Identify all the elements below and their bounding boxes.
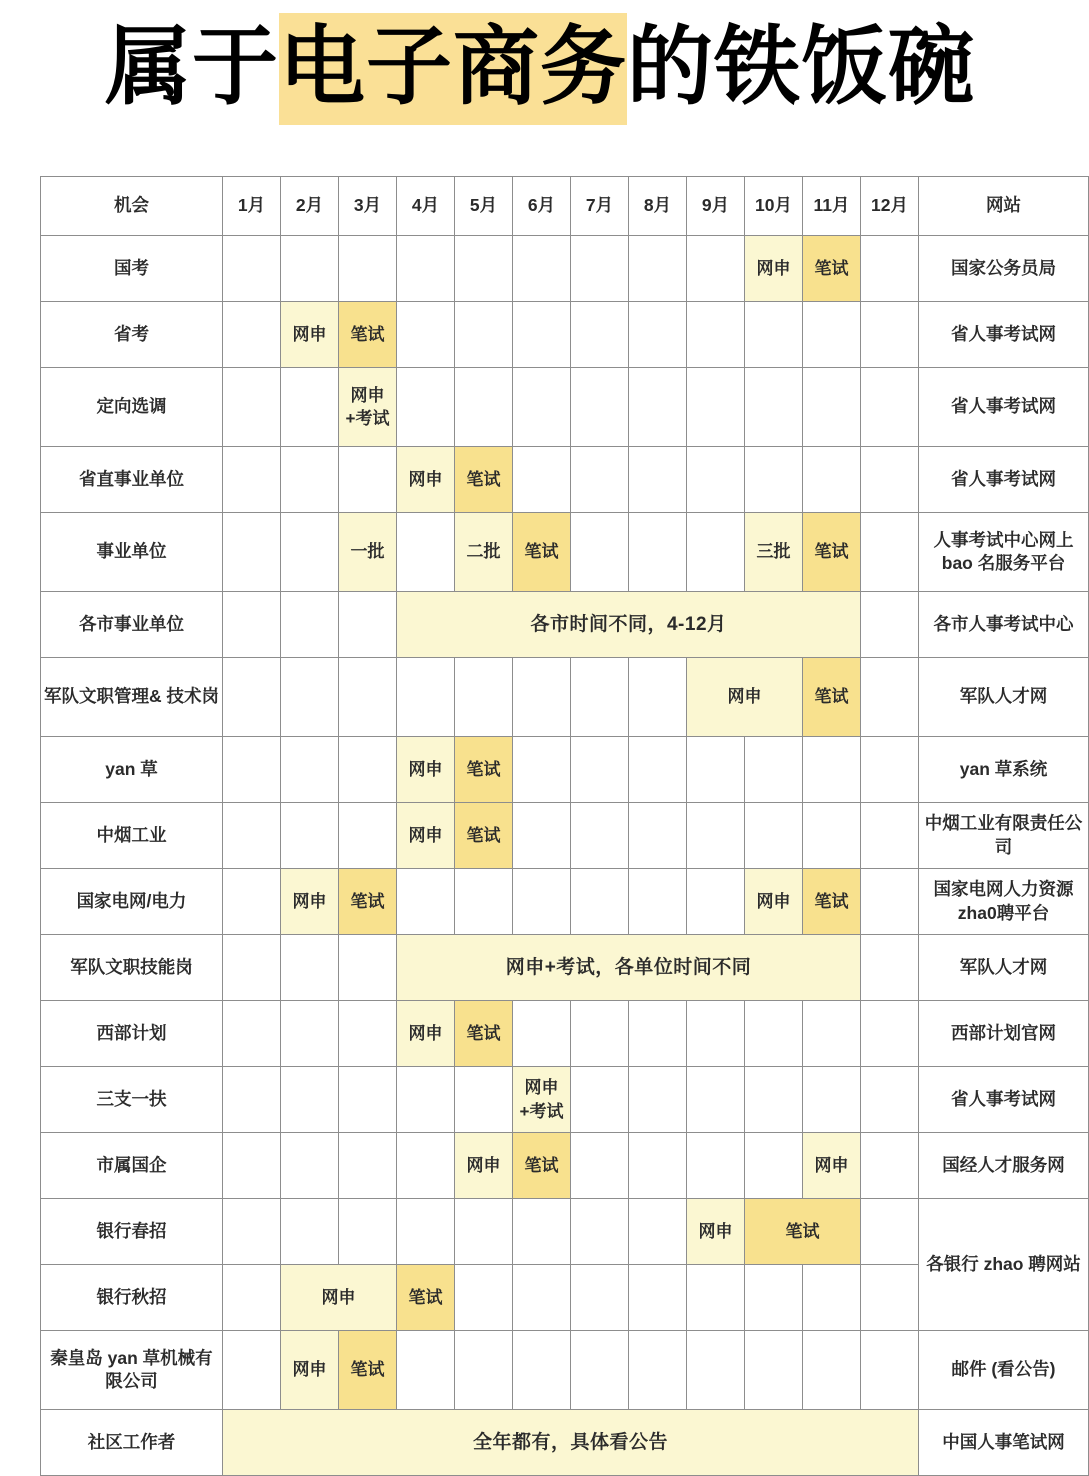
schedule-cell-empty xyxy=(223,513,281,592)
schedule-cell-empty xyxy=(339,658,397,737)
schedule-cell-label: 网申 xyxy=(292,1360,327,1380)
schedule-cell-label: 笔试 xyxy=(814,542,849,562)
row-label: 事业单位 xyxy=(41,513,223,592)
schedule-cell-empty xyxy=(803,447,861,513)
row-website: 人事考试中心网上 bao 名服务平台 xyxy=(919,513,1089,592)
schedule-cell xyxy=(455,513,513,592)
row-label: yan 草 xyxy=(41,737,223,803)
schedule-cell-empty xyxy=(629,869,687,935)
header-month-1: 1月 xyxy=(223,177,281,236)
schedule-cell-label: 三批 xyxy=(756,542,791,562)
schedule-cell-empty xyxy=(455,1265,513,1331)
schedule-cell xyxy=(339,513,397,592)
schedule-cell-empty xyxy=(513,368,571,447)
schedule-cell-empty xyxy=(861,1265,919,1331)
schedule-cell xyxy=(745,236,803,302)
schedule-cell-empty xyxy=(629,236,687,302)
schedule-cell-empty xyxy=(629,803,687,869)
schedule-cell xyxy=(397,1001,455,1067)
schedule-cell-empty xyxy=(571,1133,629,1199)
schedule-cell-empty xyxy=(861,513,919,592)
schedule-cell-label: 网申 +考试 xyxy=(345,385,390,428)
schedule-cell-empty xyxy=(803,1001,861,1067)
row-website: 省人事考试网 xyxy=(919,368,1089,447)
schedule-cell-empty xyxy=(281,236,339,302)
schedule-cell-empty xyxy=(281,935,339,1001)
schedule-cell-label: 笔试 xyxy=(466,759,501,779)
schedule-cell-empty xyxy=(223,447,281,513)
schedule-cell-empty xyxy=(513,1001,571,1067)
schedule-cell-empty xyxy=(223,368,281,447)
schedule-cell-empty xyxy=(745,1331,803,1410)
schedule-cell-empty xyxy=(861,1331,919,1410)
title-highlight: 电子商务 xyxy=(279,13,627,125)
row-website: 各市人事考试中心 xyxy=(919,592,1089,658)
schedule-cell-empty xyxy=(687,447,745,513)
row-website: 中烟工业有限责任公司 xyxy=(919,803,1089,869)
schedule-cell-label: 一批 xyxy=(350,542,385,562)
schedule-cell-label: 二批 xyxy=(466,542,501,562)
schedule-cell xyxy=(339,869,397,935)
schedule-cell-empty xyxy=(455,869,513,935)
row-website: 西部计划官网 xyxy=(919,1001,1089,1067)
header-month-5: 5月 xyxy=(455,177,513,236)
row-label: 军队文职技能岗 xyxy=(41,935,223,1001)
schedule-cell-empty xyxy=(571,513,629,592)
schedule-cell-label: 各市时间不同，4-12月 xyxy=(530,613,727,635)
schedule-cell-label: 网申 xyxy=(408,759,443,779)
schedule-cell xyxy=(455,1133,513,1199)
schedule-cell-empty xyxy=(513,1331,571,1410)
schedule-cell-empty xyxy=(339,1067,397,1133)
schedule-cell-empty xyxy=(281,368,339,447)
schedule-cell-empty xyxy=(223,1265,281,1331)
schedule-cell-label: 笔试 xyxy=(785,1221,820,1241)
row-website: 军队人才网 xyxy=(919,935,1089,1001)
schedule-cell xyxy=(803,869,861,935)
schedule-cell-empty xyxy=(223,302,281,368)
table-row xyxy=(41,658,1089,737)
schedule-cell-empty xyxy=(571,869,629,935)
row-label: 定向选调 xyxy=(41,368,223,447)
schedule-cell-empty xyxy=(861,869,919,935)
schedule-cell xyxy=(803,513,861,592)
schedule-cell-empty xyxy=(629,658,687,737)
schedule-cell-label: 网申 xyxy=(292,324,327,344)
schedule-cell-empty xyxy=(687,1331,745,1410)
table-row xyxy=(41,447,1089,513)
schedule-cell-empty xyxy=(629,1133,687,1199)
row-label: 银行秋招 xyxy=(41,1265,223,1331)
schedule-cell-empty xyxy=(223,1067,281,1133)
schedule-cell-empty xyxy=(223,737,281,803)
schedule-cell-empty xyxy=(281,513,339,592)
schedule-cell-empty xyxy=(281,737,339,803)
schedule-cell-label: 网申 xyxy=(727,687,762,707)
schedule-cell-empty xyxy=(223,1133,281,1199)
schedule-cell-empty xyxy=(687,1133,745,1199)
row-label: 国考 xyxy=(41,236,223,302)
schedule-cell-empty xyxy=(571,658,629,737)
schedule-cell xyxy=(281,1331,339,1410)
header-month-9: 9月 xyxy=(687,177,745,236)
header-row xyxy=(41,177,1089,236)
schedule-cell xyxy=(803,1133,861,1199)
row-website: 军队人才网 xyxy=(919,658,1089,737)
table-row xyxy=(41,1067,1089,1133)
schedule-cell-empty xyxy=(745,447,803,513)
schedule-cell xyxy=(339,1331,397,1410)
schedule-cell xyxy=(397,592,861,658)
schedule-cell-empty xyxy=(571,1001,629,1067)
schedule-cell-empty xyxy=(223,658,281,737)
schedule-cell-empty xyxy=(803,737,861,803)
schedule-cell-empty xyxy=(455,236,513,302)
header-opportunity: 机会 xyxy=(41,177,223,236)
schedule-cell-empty xyxy=(687,302,745,368)
table-row xyxy=(41,1199,1089,1265)
schedule-cell-empty xyxy=(397,1331,455,1410)
table-row xyxy=(41,302,1089,368)
schedule-cell-label: 笔试 xyxy=(524,1155,559,1175)
schedule-cell-empty xyxy=(223,236,281,302)
schedule-cell-empty xyxy=(745,1265,803,1331)
table-header xyxy=(41,177,1089,236)
schedule-cell xyxy=(397,803,455,869)
schedule-cell-empty xyxy=(513,658,571,737)
header-month-7: 7月 xyxy=(571,177,629,236)
schedule-cell-empty xyxy=(281,447,339,513)
schedule-cell-label: 网申 xyxy=(408,1023,443,1043)
schedule-cell-empty xyxy=(745,737,803,803)
schedule-cell xyxy=(687,658,803,737)
header-month-3: 3月 xyxy=(339,177,397,236)
schedule-cell xyxy=(455,447,513,513)
schedule-cell-empty xyxy=(397,302,455,368)
table-row xyxy=(41,1133,1089,1199)
row-label: 三支一扶 xyxy=(41,1067,223,1133)
schedule-cell-empty xyxy=(339,1001,397,1067)
row-website: 省人事考试网 xyxy=(919,1067,1089,1133)
schedule-cell-empty xyxy=(339,737,397,803)
schedule-cell xyxy=(223,1410,919,1476)
schedule-cell-empty xyxy=(629,1265,687,1331)
schedule-cell-empty xyxy=(339,803,397,869)
row-website: yan 草系统 xyxy=(919,737,1089,803)
schedule-cell-label: 网申 xyxy=(408,825,443,845)
schedule-cell-label: 网申 xyxy=(321,1287,356,1307)
schedule-cell-empty xyxy=(629,1001,687,1067)
table-row xyxy=(41,869,1089,935)
row-website: 省人事考试网 xyxy=(919,447,1089,513)
schedule-cell xyxy=(455,1001,513,1067)
schedule-cell-empty xyxy=(281,803,339,869)
schedule-cell-label: 笔试 xyxy=(814,891,849,911)
schedule-cell-empty xyxy=(629,368,687,447)
row-label: 军队文职管理& 技术岗 xyxy=(41,658,223,737)
schedule-cell-empty xyxy=(223,803,281,869)
schedule-cell-empty xyxy=(455,1199,513,1265)
schedule-cell-label: 网申 xyxy=(466,1155,501,1175)
schedule-cell-empty xyxy=(687,368,745,447)
schedule-cell-empty xyxy=(803,368,861,447)
schedule-cell-empty xyxy=(281,1067,339,1133)
schedule-cell-empty xyxy=(339,236,397,302)
table-body xyxy=(41,236,1089,1476)
row-website: 国家电网人力资源 zha0聘平台 xyxy=(919,869,1089,935)
schedule-cell-empty xyxy=(397,1067,455,1133)
schedule-cell-empty xyxy=(513,803,571,869)
schedule-cell-empty xyxy=(281,658,339,737)
schedule-cell-label: 网申 xyxy=(408,469,443,489)
schedule-cell xyxy=(745,1199,861,1265)
header-month-11: 11月 xyxy=(803,177,861,236)
schedule-cell-empty xyxy=(861,447,919,513)
header-month-4: 4月 xyxy=(397,177,455,236)
schedule-cell-empty xyxy=(223,935,281,1001)
schedule-cell-empty xyxy=(861,368,919,447)
header-month-12: 12月 xyxy=(861,177,919,236)
schedule-cell xyxy=(281,302,339,368)
schedule-cell-label: 笔试 xyxy=(466,1023,501,1043)
schedule-cell-empty xyxy=(629,513,687,592)
table-row xyxy=(41,368,1089,447)
schedule-cell-empty xyxy=(687,737,745,803)
schedule-cell-empty xyxy=(745,368,803,447)
schedule-cell-label: 笔试 xyxy=(466,825,501,845)
schedule-cell-empty xyxy=(281,1133,339,1199)
schedule-cell xyxy=(397,737,455,803)
row-website: 中国人事笔试网 xyxy=(919,1410,1089,1476)
schedule-cell-label: 笔试 xyxy=(350,324,385,344)
schedule-cell-empty xyxy=(803,302,861,368)
schedule-cell-empty xyxy=(571,1067,629,1133)
schedule-cell xyxy=(455,803,513,869)
row-label: 银行春招 xyxy=(41,1199,223,1265)
schedule-cell xyxy=(513,513,571,592)
row-label: 社区工作者 xyxy=(41,1410,223,1476)
table-row xyxy=(41,1410,1089,1476)
schedule-cell-empty xyxy=(397,368,455,447)
row-label: 省直事业单位 xyxy=(41,447,223,513)
schedule-cell-empty xyxy=(803,803,861,869)
schedule-cell xyxy=(397,447,455,513)
schedule-cell-label: 笔试 xyxy=(466,469,501,489)
schedule-cell xyxy=(281,869,339,935)
schedule-cell-empty xyxy=(281,1001,339,1067)
schedule-cell-empty xyxy=(397,513,455,592)
schedule-cell-empty xyxy=(223,1001,281,1067)
header-month-6: 6月 xyxy=(513,177,571,236)
schedule-cell-empty xyxy=(629,1067,687,1133)
schedule-cell-empty xyxy=(687,1265,745,1331)
schedule-cell-empty xyxy=(339,1199,397,1265)
schedule-table xyxy=(40,176,1089,1476)
schedule-cell-empty xyxy=(455,1067,513,1133)
schedule-cell-empty xyxy=(861,658,919,737)
schedule-cell-empty xyxy=(455,1331,513,1410)
schedule-cell xyxy=(397,1265,455,1331)
schedule-cell-empty xyxy=(687,1001,745,1067)
table-row xyxy=(41,803,1089,869)
schedule-cell-empty xyxy=(281,592,339,658)
schedule-cell-empty xyxy=(687,803,745,869)
table-row xyxy=(41,1001,1089,1067)
row-website: 各银行 zhao 聘网站 xyxy=(919,1199,1089,1331)
table-row xyxy=(41,513,1089,592)
schedule-cell xyxy=(513,1133,571,1199)
schedule-cell-empty xyxy=(223,1199,281,1265)
schedule-cell-empty xyxy=(571,236,629,302)
schedule-cell-label: 网申 +考试 xyxy=(519,1078,564,1121)
table-row xyxy=(41,935,1089,1001)
schedule-cell-empty xyxy=(861,592,919,658)
schedule-cell-empty xyxy=(571,803,629,869)
schedule-cell xyxy=(339,302,397,368)
schedule-cell-label: 网申 xyxy=(756,891,791,911)
schedule-cell-empty xyxy=(571,737,629,803)
schedule-cell-empty xyxy=(223,869,281,935)
schedule-cell-empty xyxy=(861,1199,919,1265)
title-prefix: 属于 xyxy=(105,19,279,115)
schedule-cell-empty xyxy=(629,1331,687,1410)
schedule-cell-empty xyxy=(281,1199,339,1265)
schedule-cell-empty xyxy=(629,302,687,368)
row-label: 市属国企 xyxy=(41,1133,223,1199)
schedule-cell-label: 笔试 xyxy=(814,687,849,707)
schedule-cell-label: 笔试 xyxy=(814,258,849,278)
row-website: 邮件 (看公告) xyxy=(919,1331,1089,1410)
schedule-cell-empty xyxy=(571,368,629,447)
schedule-cell-empty xyxy=(397,236,455,302)
schedule-cell-empty xyxy=(223,1331,281,1410)
row-website: 国经人才服务网 xyxy=(919,1133,1089,1199)
row-website: 国家公务员局 xyxy=(919,236,1089,302)
schedule-cell-empty xyxy=(513,1199,571,1265)
schedule-cell-empty xyxy=(513,737,571,803)
schedule-cell xyxy=(687,1199,745,1265)
header-month-2: 2月 xyxy=(281,177,339,236)
schedule-cell-label: 网申 xyxy=(292,891,327,911)
schedule-cell-label: 笔试 xyxy=(524,542,559,562)
table-row xyxy=(41,236,1089,302)
schedule-cell-label: 笔试 xyxy=(408,1287,443,1307)
schedule-cell-empty xyxy=(803,1265,861,1331)
schedule-cell-empty xyxy=(339,935,397,1001)
schedule-cell-label: 全年都有，具体看公告 xyxy=(472,1431,668,1453)
schedule-cell-empty xyxy=(513,869,571,935)
row-label: 省考 xyxy=(41,302,223,368)
row-label: 西部计划 xyxy=(41,1001,223,1067)
row-label: 秦皇岛 yan 草机械有限公司 xyxy=(41,1331,223,1410)
schedule-cell-empty xyxy=(745,803,803,869)
schedule-cell-empty xyxy=(861,302,919,368)
schedule-cell-label: 笔试 xyxy=(350,891,385,911)
schedule-cell-empty xyxy=(339,1133,397,1199)
schedule-cell-empty xyxy=(745,1001,803,1067)
header-month-10: 10月 xyxy=(745,177,803,236)
schedule-cell-empty xyxy=(513,302,571,368)
schedule-cell-empty xyxy=(397,1199,455,1265)
schedule-cell-label: 网申 xyxy=(756,258,791,278)
schedule-cell-empty xyxy=(629,1199,687,1265)
schedule-cell-label: 网申 xyxy=(814,1155,849,1175)
schedule-cell-empty xyxy=(687,513,745,592)
schedule-cell xyxy=(513,1067,571,1133)
schedule-cell xyxy=(397,935,861,1001)
schedule-cell-empty xyxy=(513,236,571,302)
page-title xyxy=(0,18,1080,117)
schedule-cell xyxy=(745,513,803,592)
schedule-cell-empty xyxy=(861,935,919,1001)
schedule-cell-empty xyxy=(861,737,919,803)
schedule-cell xyxy=(803,236,861,302)
title-suffix: 的铁饭碗 xyxy=(627,19,975,115)
schedule-cell xyxy=(281,1265,397,1331)
table-row xyxy=(41,1331,1089,1410)
header-website: 网站 xyxy=(919,177,1089,236)
schedule-cell-empty xyxy=(803,1067,861,1133)
schedule-cell-label: 网申+考试，各单位时间不同 xyxy=(505,956,752,978)
table-row xyxy=(41,592,1089,658)
row-label: 中烟工业 xyxy=(41,803,223,869)
schedule-cell-empty xyxy=(455,368,513,447)
schedule-cell xyxy=(745,869,803,935)
schedule-cell-empty xyxy=(629,737,687,803)
schedule-cell-empty xyxy=(397,658,455,737)
header-month-8: 8月 xyxy=(629,177,687,236)
schedule-cell-empty xyxy=(223,592,281,658)
schedule-cell-empty xyxy=(513,447,571,513)
schedule-cell-empty xyxy=(745,1133,803,1199)
schedule-cell-empty xyxy=(513,1265,571,1331)
schedule-cell-empty xyxy=(455,302,513,368)
schedule-cell-label: 网申 xyxy=(698,1221,733,1241)
schedule-cell-empty xyxy=(861,1133,919,1199)
schedule-cell-empty xyxy=(629,447,687,513)
schedule-cell-empty xyxy=(339,447,397,513)
table-row xyxy=(41,737,1089,803)
schedule-cell-empty xyxy=(861,803,919,869)
schedule-cell-empty xyxy=(455,658,513,737)
schedule-cell-empty xyxy=(861,236,919,302)
schedule-cell-empty xyxy=(687,236,745,302)
schedule-cell-empty xyxy=(397,869,455,935)
schedule-cell-empty xyxy=(571,1265,629,1331)
schedule-cell-empty xyxy=(397,1133,455,1199)
schedule-cell-empty xyxy=(745,302,803,368)
schedule-cell xyxy=(803,658,861,737)
row-website: 省人事考试网 xyxy=(919,302,1089,368)
schedule-cell-empty xyxy=(571,302,629,368)
schedule-cell-empty xyxy=(571,447,629,513)
schedule-cell xyxy=(339,368,397,447)
schedule-cell-empty xyxy=(339,592,397,658)
schedule-cell-label: 笔试 xyxy=(350,1360,385,1380)
row-label: 各市事业单位 xyxy=(41,592,223,658)
schedule-cell-empty xyxy=(571,1331,629,1410)
schedule-cell-empty xyxy=(687,1067,745,1133)
row-label: 国家电网/电力 xyxy=(41,869,223,935)
schedule-cell-empty xyxy=(571,1199,629,1265)
schedule-cell-empty xyxy=(687,869,745,935)
schedule-cell xyxy=(455,737,513,803)
schedule-cell-empty xyxy=(803,1331,861,1410)
schedule-cell-empty xyxy=(861,1067,919,1133)
schedule-cell-empty xyxy=(861,1001,919,1067)
schedule-cell-empty xyxy=(745,1067,803,1133)
